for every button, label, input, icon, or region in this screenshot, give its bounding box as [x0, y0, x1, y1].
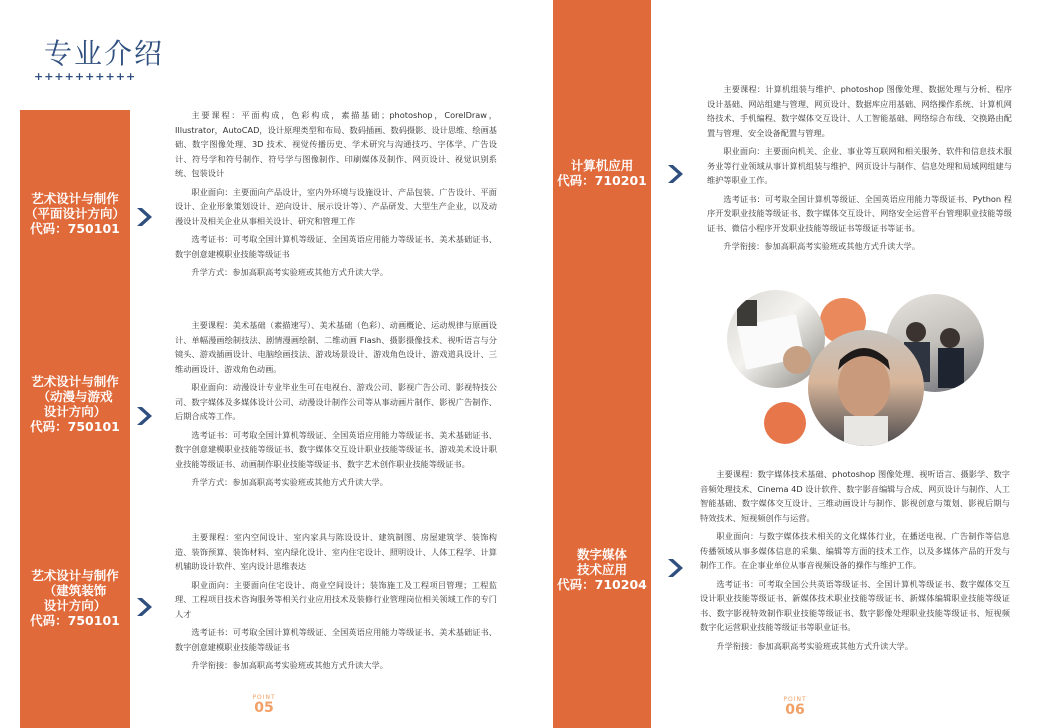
- major-name-computer-application: 计算机应用 代码：710201: [557, 158, 647, 188]
- page-number-left: POINT 05: [252, 694, 276, 716]
- chevron-right-icon: [133, 596, 155, 618]
- decorative-circle: [764, 402, 806, 444]
- major-name-architectural-decoration: 艺术设计与制作 （建筑装饰 设计方向） 代码：750101: [30, 568, 120, 628]
- chevron-right-icon: [133, 405, 155, 427]
- page-number-right: POINT 06: [783, 696, 807, 718]
- chevron-right-icon: [133, 206, 155, 228]
- major-description-architectural-decoration: 主要课程：室内空间设计、室内家具与陈设设计、建筑制图、房屋建筑学、装饰构造、装饰预算、装饰材料、室内绿化设计、室内住宅设计、照明设计、人体工程学、计算机辅助设计软件、室内设计思维表达 职业面向：主要面向住宅设计、商业空间设计；装饰施工及工程项目管理；工程监理、工程项目技术咨询服务等相关行业应用技术及装修行业管理岗位相关领域工作的专门人才 选考证书：可考取全国计算机等级证、全国英语应用能力等级证书、美术基础证书、数字创意建模职业技能等级证书 升学衔接：参加高职高考实验班或其他方式升读大学。: [175, 532, 497, 670]
- major-name-graphic-design: 艺术设计与制作 （平面设计方向） 代码：750101: [24, 191, 125, 236]
- chevron-right-icon: [664, 557, 686, 579]
- major-name-digital-media: 数字媒体 技术应用 代码：710204: [557, 547, 647, 592]
- right-accent-bar: [553, 0, 651, 728]
- major-description-computer-application: 主要课程：计算机组装与维护、photoshop 图像处理、数据处理与分析、程序设计基础、网站组建与管理、网页设计、数据库应用基础、网络操作系统、计算机网络技术、手机编程、数字媒体交互设计、人工智能基础、网络综合布线、交换路由配置与管理、安全设备配置与管理。 职业面向：主要面向机关、企业、事业等互联网和相关服务、软件和信息技术服务业等行业领域从事计算机组装与维护、网页设计与制作、信息处理和局域网组建与维护等职业工作。 选考证书：可考取全国计算机等级证、全国英语应用能力等级证书、Python 程序开发职业技能等级证书、数字媒体交互设计、网络安全运营平台管理职业技能等级证书、微信小程序开发职业技能等级证书等级证书等证书。 升学衔接：参加高职高考实验班或其他方式升读大学。: [707, 84, 1012, 251]
- major-name-animation-game: 艺术设计与制作 （动漫与游戏 设计方向） 代码：750101: [30, 374, 120, 434]
- chevron-right-icon: [664, 163, 686, 185]
- major-description-digital-media: 主要课程：数字媒体技术基础、photoshop 图像处理、视听语言、摄影学、数字音频处理技术、Cinema 4D 设计软件、数字影音编辑与合成、网页设计与制作、人工智能基础、数字媒体交互设计、三维动画设计与制作、影视创意与策划、影视后期与特效技术、短视频创作与运营。 职业面向：与数字媒体技术相关的文化媒体行业，在播送电视、广告制作等信息传播领域从事多媒体信息的采集、编辑等方面的技术工作，以及多媒体产品的开发与制作工作。在企事业单位从事音视频设备的操作与维护工作。 选考证书：可考取全国公共英语等级证书、全国计算机等级证书、数字媒体交互设计职业技能等级证书、新媒体技术职业技能等级证书、新媒体编辑职业技能等级证书、数字影视特效制作职业技能等级证书、数字影像处理职业技能等级证书、短视频数字化运营职业技能等级证书等职业证书。 升学衔接：参加高职高考实验班或其他方式升读大学。: [700, 469, 1010, 651]
- photo-makeup-student: [808, 330, 924, 446]
- title-decoration: ++++++++++: [34, 70, 137, 83]
- major-description-graphic-design: 主要课程：平面构成，色彩构成，素描基础；photoshop，CorelDraw，Illustrator，AutoCAD，设计原理类型和布局、数码插画、数码摄影、设计思维、绘画基础、数字图像处理、3D 技术、视觉传播历史、学术研究与沟通技巧、字体学、广告设计、符号学和符号制作、符号学与图像制作、印刷媒体及制作、网页设计、视觉识别系统、包装设计 职业面向：主要面向产品设计，室内外环境与设施设计、产品包装、广告设计、平面设计、企业形象策划设计、逆向设计、展示设计等）、产品研发、大型生产企业，以及动漫设计及相关企业从事相关设计、研究和管理工作 选考证书：可考取全国计算机等级证、全国英语应用能力等级证书、美术基础证书、数字创意建模职业技能等级证书 升学方式：参加高职高考实验班或其他方式升读大学。: [175, 110, 497, 277]
- major-description-animation-game: 主要课程：美术基础（素描速写）、美术基础（色彩）、动画概论、运动规律与原画设计、单幅漫画绘制技法、剧情漫画绘制、二维动画 Flash、摄影摄像技术、视听语言与分镜头、游戏插画设计、电脑绘画技法、游戏场景设计、游戏角色设计、游戏道具设计、三维动画设计、游戏角色动画。 职业面向：动漫设计专业毕业生可在电视台、游戏公司、影视广告公司、影视特技公司、数字媒体及多媒体设计公司、动漫设计制作公司等从事动画片制作、影视广告制作、后期合成等工作。 选考证书：可考取全国计算机等级证、全国英语应用能力等级证书、美术基础证书、数字创意建模职业技能等级证书、数字媒体交互设计职业技能等级证书、游戏美术设计职业技能等级证书、动画制作职业技能等级证书、数字艺术创作职业技能等级证书。 升学方式：参加高职高考实验班或其他方式升读大学。: [175, 320, 497, 487]
- page-title: 专业介绍: [44, 37, 165, 70]
